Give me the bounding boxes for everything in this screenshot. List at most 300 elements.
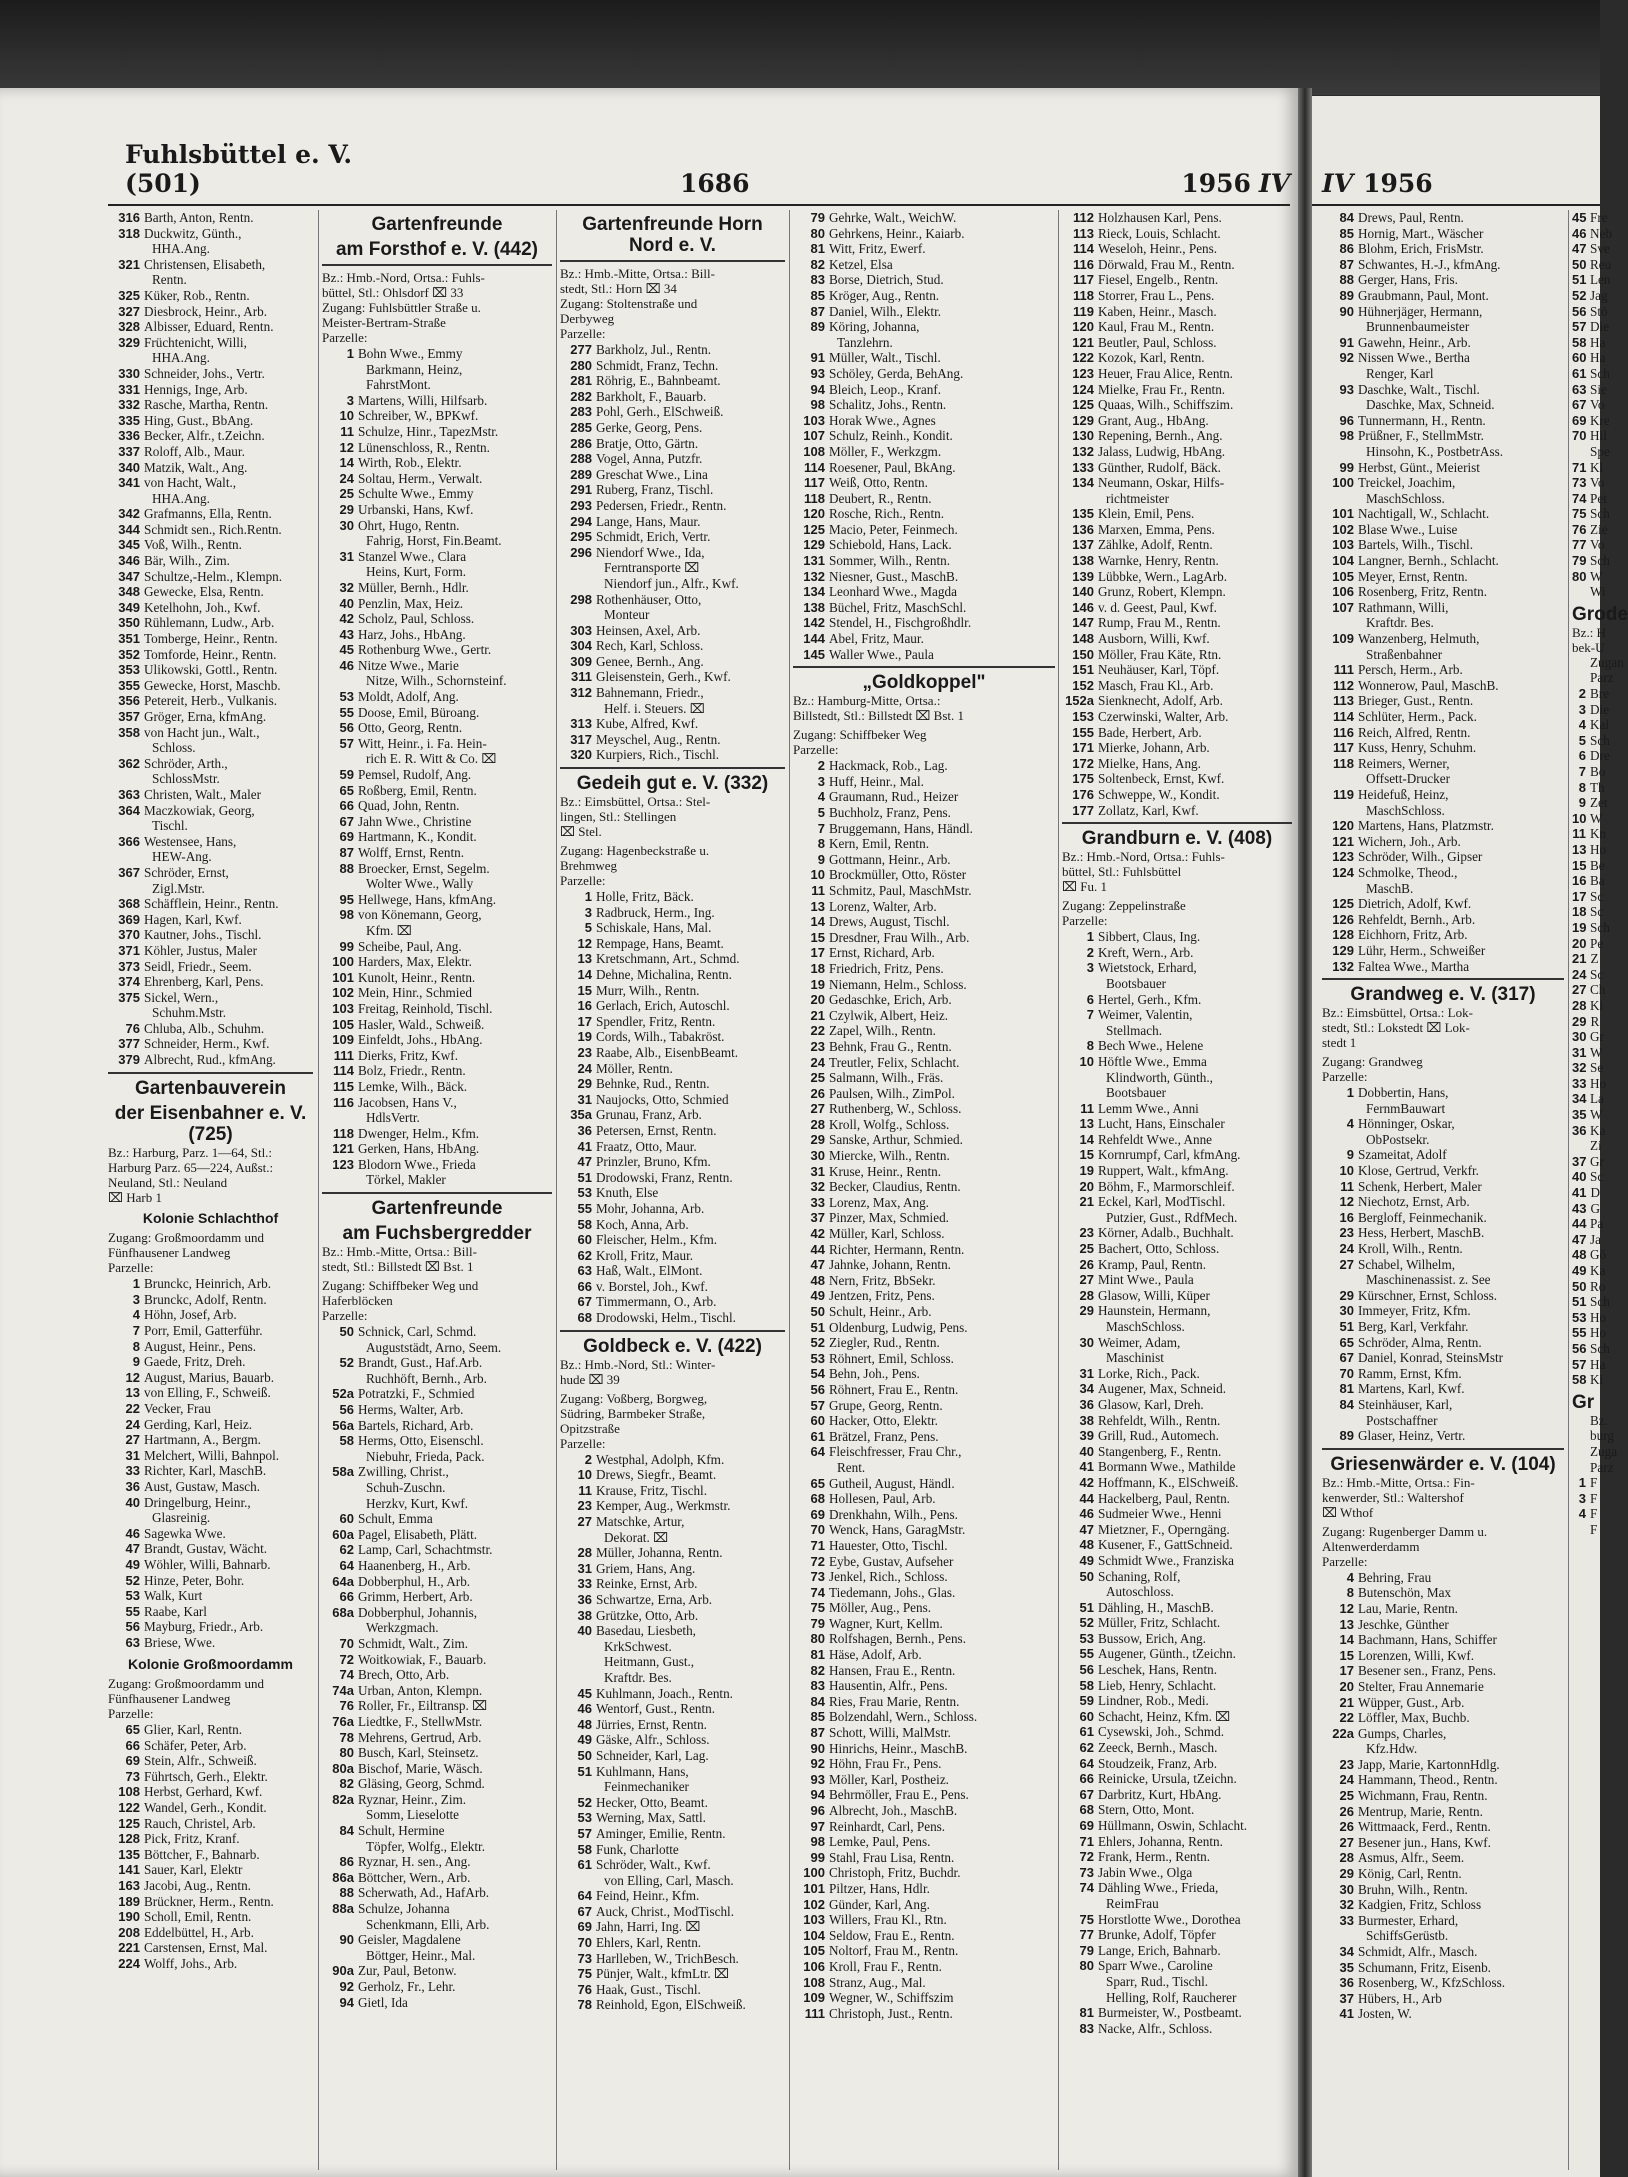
entry-text: Westphal, Adolph, Kfm.: [596, 1451, 725, 1467]
parcel-number: 132: [803, 568, 825, 584]
entry-text: Ausborn, Willi, Kwf.: [1098, 631, 1210, 647]
list-item: [322, 346, 552, 362]
list-item: [1322, 912, 1564, 928]
parcel-number: 119: [1073, 303, 1094, 319]
parcel-label: Parzelle:: [1322, 1069, 1368, 1085]
parcel-number: 295: [570, 529, 592, 545]
entry-text: Urban, Anton, Klempn.: [358, 1682, 483, 1698]
list-item: [793, 319, 1055, 335]
entry-text: August, Marius, Bauarb.: [144, 1369, 275, 1385]
entry-text: Zie: [1590, 521, 1608, 537]
list-item: [1322, 662, 1564, 678]
parcel-number: 9: [132, 1354, 140, 1370]
list-item: [322, 1901, 552, 1917]
entry-text: Schäfer, Peter, Arb.: [144, 1737, 247, 1753]
list-item: [560, 1904, 785, 1920]
entry-text: Harz, Johs., HbAng.: [358, 626, 466, 642]
parcel-number: 103: [803, 1912, 825, 1928]
entry-text: Wolff, Johs., Arb.: [144, 1956, 238, 1971]
parcel-number: 70: [1339, 1365, 1354, 1381]
list-item: [1322, 350, 1564, 366]
parcel-number: 85: [1339, 225, 1354, 241]
parcel-number: 12: [577, 935, 592, 951]
list-item: [1322, 600, 1564, 616]
list-item: [1572, 381, 1607, 398]
list-item: [793, 1288, 1055, 1304]
entry-text: Sch: [1590, 1340, 1610, 1356]
entry-text: Abel, Fritz, Maur.: [829, 631, 924, 647]
list-item: [1322, 288, 1564, 304]
parcel-number: 150: [1072, 646, 1094, 662]
list-item: [1062, 1927, 1292, 1943]
access-info: Südring, Barmbeker Straße,: [560, 1405, 706, 1421]
list-item: [1572, 670, 1614, 686]
entry-text: Persch, Herm., Arb.: [1358, 662, 1463, 678]
parcel-number: 135: [118, 1846, 140, 1862]
parcel-number: 1: [1086, 929, 1094, 945]
section-info: ⌧ Fu. 1: [1062, 879, 1107, 895]
list-item: [560, 1154, 785, 1170]
parcel-number: 45: [1572, 210, 1587, 225]
list-item: [1322, 1085, 1564, 1101]
entry-text: Busch, Karl, Steinsetz.: [358, 1745, 479, 1761]
parcel-number: 92: [1339, 350, 1354, 366]
section-title: der Eisenbahner e. V. (725): [114, 1102, 307, 1145]
list-item: [108, 1401, 313, 1417]
entry-text: Brunckc, Heinrich, Arb.: [144, 1276, 272, 1292]
entry-text: Günder, Karl, Ang.: [829, 1896, 930, 1912]
list-item: [108, 522, 313, 538]
parcel-number: 30: [1339, 1881, 1354, 1897]
parcel-number: 67: [1572, 397, 1587, 413]
entry-text: Schultze,-Helm., Klempn.: [144, 568, 283, 584]
list-item: [560, 1842, 785, 1858]
entry-text: Dehne, Michalina, Rentn.: [596, 967, 732, 982]
entry-text: Kautner, Johs., Tischl.: [144, 927, 262, 943]
list-item: [793, 1538, 1055, 1554]
list-item: [1572, 717, 1610, 733]
list-item: [560, 529, 785, 545]
entry-text: Zählke, Adolf, Rentn.: [1098, 537, 1213, 553]
entry-text: Kaben, Heinr., Masch.: [1098, 303, 1217, 319]
entry-text: Marxen, Emma, Pens.: [1098, 521, 1215, 537]
parcel-label: Parzelle:: [322, 1308, 368, 1324]
entry-text: Stangenberg, F., Rentn.: [1098, 1443, 1222, 1459]
list-item: [1062, 1537, 1292, 1553]
entry-text: Einfeldt, Johs., HbAng.: [358, 1032, 483, 1048]
list-item: [560, 1092, 785, 1108]
entry-text: Kl: [1590, 459, 1604, 475]
entry-text: Bre: [1590, 686, 1610, 702]
entry-text: Genee, Bernh., Ang.: [596, 653, 704, 669]
entry-text: Schröder, Walt., Kwf.: [596, 1857, 711, 1873]
parcel-number: 100: [332, 954, 354, 970]
entry-text: Albrecht, Joh., MaschB.: [829, 1803, 958, 1818]
parcel-number: 83: [810, 272, 825, 288]
list-item: [1572, 1506, 1600, 1522]
list-item: [108, 1909, 313, 1925]
entry-continuation: Nitze, Wilh., Schornsteinf.: [366, 673, 507, 689]
list-item: [108, 709, 313, 725]
list-item: [793, 1101, 1055, 1117]
entry-text: Böttcher, F., Bahnarb.: [144, 1846, 260, 1862]
parcel-number: 51: [577, 1763, 592, 1779]
section-info: Bz.: Eimsbüttel, Ortsa.: Lok-: [1322, 1005, 1473, 1021]
parcel-number: 5: [1578, 732, 1586, 748]
list-item: [1322, 241, 1564, 257]
list-item: [1572, 1153, 1604, 1170]
access-info: Zugang: Großmoordamm und: [108, 1676, 264, 1692]
section-title: „Goldkoppel": [862, 672, 986, 694]
entry-continuation: Niendorf jun., Alfr., Kwf.: [604, 575, 739, 591]
access-info: Fünfhausener Landweg: [108, 1245, 231, 1261]
list-item: [108, 1878, 313, 1894]
list-item: [1322, 834, 1564, 850]
entry-text: Wandel, Gerh., Kondit.: [144, 1800, 267, 1816]
entry-text: Blodorn Wwe., Frieda: [358, 1156, 476, 1172]
entry-continuation: Kfz.Hdw.: [1366, 1741, 1418, 1757]
list-item: [1572, 319, 1610, 335]
list-item: [560, 1185, 785, 1201]
entry-text: Chluba, Alb., Schuhm.: [144, 1020, 265, 1036]
list-item: [1322, 428, 1564, 444]
entry-text: Richter, Karl, MaschB.: [144, 1463, 267, 1479]
entry-text: Lühr, Herm., Schweißer: [1358, 942, 1486, 958]
list-item: [1062, 257, 1292, 273]
column-3: [560, 210, 785, 2170]
colony-title: Kolonie Schlachthof: [142, 1209, 279, 1226]
list-item: [108, 1417, 313, 1433]
list-item: [560, 1139, 785, 1155]
list-item: [1572, 1216, 1604, 1232]
list-item: [1322, 1648, 1564, 1664]
entry-continuation: Töpfer, Wolfg., Elektr.: [366, 1838, 486, 1854]
parcel-number: 34: [1079, 1381, 1094, 1397]
entry-text: Ruthenberg, W., Schloss.: [829, 1101, 962, 1117]
parcel-number: 37: [1572, 1153, 1587, 1169]
parcel-number: 30: [339, 517, 354, 533]
list-item: [1572, 841, 1607, 858]
parcel-number: 80: [1079, 1958, 1094, 1974]
list-item: [322, 658, 552, 674]
list-item: [1062, 771, 1292, 787]
list-item: [793, 1507, 1055, 1523]
list-item: [1572, 397, 1605, 413]
parcel-number: 177: [1072, 802, 1094, 818]
list-item: [1322, 756, 1564, 772]
entry-text: Raabe, Alb., EisenbBeamt.: [596, 1044, 739, 1060]
entry-text: Christensen, Elisabeth,: [144, 256, 266, 272]
list-item: [322, 1079, 552, 1095]
entry-text: Hagen, Karl, Kwf.: [144, 911, 242, 927]
parcel-number: 277: [570, 342, 592, 357]
entry-continuation: Heins, Kurt, Form.: [366, 564, 467, 580]
parcel-number: 190: [118, 1909, 140, 1925]
entry-text: Richter, Hermann, Rentn.: [829, 1241, 965, 1257]
entry-text: Waller Wwe., Paula: [829, 646, 934, 662]
entry-text: Drodowski, Franz, Rentn.: [596, 1169, 733, 1185]
entry-continuation: Renger, Karl: [1366, 365, 1434, 381]
parcel-number: 28: [810, 1116, 825, 1132]
parcel-number: 357: [118, 709, 140, 724]
entry-text: Herbst, Günt., Meierist: [1358, 459, 1480, 475]
list-item: [1062, 1132, 1292, 1148]
entry-text: Möller, Frau Käte, Rtn.: [1098, 646, 1222, 662]
entry-text: Mielke, Frau Fr., Rentn.: [1098, 381, 1226, 397]
parcel-number: 21: [1079, 1194, 1094, 1210]
parcel-number: 124: [1072, 381, 1094, 397]
entry-text: F: [1590, 1521, 1598, 1537]
list-item: [1322, 1772, 1564, 1788]
parcel-number: 109: [332, 1032, 354, 1048]
list-item: [793, 366, 1055, 382]
list-item: [1572, 1522, 1600, 1538]
entry-text: Ka: [1590, 1122, 1606, 1138]
entry-text: Kroll, Fritz, Maur.: [596, 1247, 694, 1263]
section-title: Grode: [1572, 603, 1628, 625]
list-item: [322, 861, 552, 877]
entry-text: Bormann Wwe., Mathilde: [1098, 1459, 1236, 1475]
parcel-number: 24: [577, 1060, 592, 1076]
parcel-number: 14: [810, 914, 825, 930]
parcel-number: 57: [1572, 319, 1587, 335]
list-item: [322, 1527, 552, 1543]
parcel-number: 15: [810, 929, 825, 945]
entry-text: Eckel, Karl, ModTischl.: [1098, 1194, 1226, 1210]
entry-text: Raabe, Karl: [144, 1603, 207, 1619]
list-item: [1062, 382, 1292, 398]
parcel-number: 311: [571, 669, 592, 685]
entry-text: Stoudzeik, Franz, Arb.: [1098, 1755, 1218, 1771]
parcel-number: 74: [1079, 1880, 1094, 1896]
entry-text: Möller, Aug., Pens.: [829, 1600, 932, 1616]
entry-text: Tiedemann, Johs., Glas.: [829, 1584, 956, 1600]
entry-text: Gerding, Karl, Heiz.: [144, 1416, 253, 1432]
list-item: [1062, 366, 1292, 382]
list-item: [1062, 1880, 1292, 1896]
list-item: [1572, 951, 1600, 967]
parcel-number: 340: [118, 459, 140, 475]
entry-text: Christoph, Just., Rentn.: [829, 2005, 953, 2021]
list-item: [1572, 1491, 1600, 1507]
list-item: [108, 1816, 313, 1832]
list-item: [793, 1476, 1055, 1492]
parcel-number: 41: [1079, 1459, 1094, 1475]
list-item: [322, 1792, 552, 1808]
entry-text: Ka: [1590, 1263, 1606, 1278]
entry-text: Schult, Hermine: [358, 1823, 445, 1839]
parcel-number: 58: [577, 1841, 592, 1857]
parcel-number: 113: [1073, 225, 1094, 241]
list-item: [108, 382, 313, 398]
list-item: [108, 1831, 313, 1847]
entry-text: Kröger, Aug., Rentn.: [829, 287, 940, 303]
list-item: [1062, 1163, 1292, 1179]
list-item: [108, 413, 313, 429]
book-gutter: [1298, 88, 1312, 2177]
parcel-number: 2: [1086, 944, 1094, 960]
list-item: [1572, 1356, 1606, 1373]
entry-text: Meyer, Ernst, Rentn.: [1358, 568, 1468, 584]
entry-text: Martens, Karl, Kwf.: [1358, 1381, 1465, 1397]
list-item: [108, 647, 313, 663]
entry-text: Neb: [1590, 225, 1612, 241]
entry-text: Wanzenberg, Helmuth,: [1358, 631, 1480, 647]
list-item: [1322, 1288, 1564, 1304]
entry-text: v. Borstel, Joh., Kwf.: [596, 1278, 708, 1294]
parcel-number: 153: [1072, 709, 1094, 724]
entry-text: Maczkowiak, Georg,: [144, 802, 255, 818]
list-item: [1572, 1138, 1600, 1154]
list-item: [560, 1514, 785, 1530]
entry-text: Wolff, Ernst, Rentn.: [358, 845, 465, 860]
entry-text: Bartels, Wilh., Tischl.: [1358, 537, 1473, 553]
parcel-number: 281: [570, 373, 592, 389]
entry-continuation: Helling, Rolf, Raucherer: [1106, 1989, 1237, 2005]
entry-text: Vo: [1590, 397, 1605, 413]
parcel-number: 55: [1572, 1325, 1587, 1341]
entry-text: Prüßner, F., StellmMstr.: [1358, 428, 1484, 444]
entry-text: Kunolt, Heinr., Rentn.: [358, 969, 476, 985]
list-item: [322, 596, 552, 612]
list-item: [1322, 2006, 1564, 2022]
list-item: [560, 1686, 785, 1702]
entry-text: Ohrt, Hugo, Rentn.: [358, 517, 460, 533]
entry-text: Herms, Otto, Eisenschl.: [358, 1433, 484, 1449]
parcel-number: 5: [584, 920, 592, 936]
parcel-number: 79: [810, 210, 825, 225]
parcel-number: 377: [118, 1036, 140, 1052]
list-item: [1062, 304, 1292, 320]
parcel-number: 304: [570, 638, 592, 654]
list-item: [560, 1170, 785, 1186]
list-item: [108, 553, 313, 569]
parcel-label: Parzelle:: [1062, 913, 1108, 929]
entry-text: Hausentin, Alfr., Pens.: [829, 1678, 948, 1694]
parcel-number: 81: [810, 241, 825, 257]
list-item: [322, 705, 552, 721]
list-item: [1062, 1288, 1292, 1304]
parcel-number: 38: [577, 1607, 592, 1623]
entry-continuation: Schuh-Zuschn.: [366, 1480, 446, 1495]
entry-text: Rosche, Rich., Rentn.: [829, 506, 945, 522]
parcel-number: 289: [570, 466, 592, 482]
entry-text: Schiebold, Hans, Lack.: [829, 537, 952, 553]
parcel-number: 103: [1332, 537, 1354, 553]
entry-text: Höhn, Josef, Arb.: [144, 1307, 237, 1323]
parcel-number: 6: [1086, 991, 1094, 1007]
parcel-number: 148: [1072, 631, 1094, 647]
list-item: [1062, 1771, 1292, 1787]
parcel-number: 55: [577, 1200, 592, 1216]
entry-text: Prinzler, Bruno, Kfm.: [596, 1154, 711, 1170]
parcel-number: 31: [577, 1560, 592, 1576]
list-item: [1572, 935, 1604, 952]
parcel-number: 51: [1572, 1294, 1587, 1310]
entry-continuation: Maschinenassist. z. See: [1366, 1272, 1491, 1288]
entry-text: Schmidt, Alfr., Masch.: [1358, 1944, 1478, 1959]
list-item: [1062, 647, 1292, 663]
list-item: [1322, 506, 1564, 522]
parcel-number: 294: [570, 513, 592, 529]
list-item: [108, 1925, 313, 1941]
list-item: [1062, 569, 1292, 585]
parcel-number: 25: [339, 486, 354, 502]
list-item: [793, 413, 1055, 429]
entry-text: Ehlers, Johanna, Rentn.: [1098, 1833, 1223, 1849]
parcel-number: 86a: [332, 1869, 354, 1885]
section-info: bek-U: [1572, 639, 1605, 655]
entry-text: Höftle Wwe., Emma: [1098, 1053, 1207, 1069]
parcel-number: 29: [810, 1132, 825, 1148]
parcel-number: 7: [1578, 764, 1586, 779]
entry-text: Reimers, Werner,: [1358, 755, 1450, 771]
entry-text: Holle, Fritz, Bäck.: [596, 889, 694, 905]
parcel-number: 101: [803, 1880, 825, 1896]
entry-text: Mielke, Hans, Ang.: [1098, 755, 1201, 771]
parcel-number: 46: [125, 1525, 140, 1541]
parcel-number: 114: [1073, 241, 1094, 257]
parcel-number: 71: [810, 1537, 825, 1553]
list-item: [322, 1745, 552, 1761]
parcel-number: 108: [803, 443, 825, 459]
list-item: [1062, 1225, 1292, 1241]
entry-text: Weseloh, Heinr., Pens.: [1098, 241, 1218, 257]
list-item: [793, 1039, 1055, 1055]
parcel-number: 27: [1339, 1834, 1354, 1850]
parcel-number: 122: [1072, 350, 1094, 366]
parcel-number: 45: [577, 1685, 592, 1701]
entry-text: Grupe, Georg, Rentn.: [829, 1397, 943, 1413]
list-item: [1062, 1740, 1292, 1756]
entry-text: Klose, Gertrud, Verkfr.: [1358, 1163, 1479, 1179]
entry-text: Drodowski, Helm., Tischl.: [596, 1310, 736, 1326]
list-item: [560, 1279, 785, 1295]
list-item: [793, 1086, 1055, 1102]
list-item: [1062, 1693, 1292, 1709]
parcel-number: 123: [332, 1156, 354, 1172]
parcel-number: 60: [810, 1413, 825, 1429]
entry-text: Brunke, Adolf, Töpfer: [1098, 1927, 1216, 1943]
entry-text: Brandt, Gustav, Wächt.: [144, 1541, 268, 1557]
list-item: [1062, 1335, 1292, 1351]
entry-continuation: Maschinist: [1106, 1350, 1164, 1366]
parcel-number: 38: [1079, 1412, 1094, 1428]
parcel-number: 111: [804, 2005, 825, 2021]
list-item: [1322, 1601, 1564, 1617]
entry-text: Dörwald, Frau M., Rentn.: [1098, 256, 1235, 272]
parcel-number: 44: [1572, 1216, 1587, 1232]
parcel-number: 65: [1339, 1334, 1354, 1350]
entry-text: Lünenschloss, R., Rentn.: [358, 439, 490, 455]
parcel-number: 23: [810, 1038, 825, 1054]
parcel-number: 27: [125, 1432, 140, 1448]
list-item: [1062, 1678, 1292, 1694]
entry-text: Dringelburg, Heinr.,: [144, 1494, 251, 1510]
entry-text: Basedau, Liesbeth,: [596, 1623, 696, 1639]
list-item: [793, 537, 1055, 553]
parcel-number: 76: [577, 1981, 592, 1997]
list-item: [1322, 1866, 1564, 1882]
parcel-number: 20: [1079, 1178, 1094, 1194]
entry-text: Woitkowiak, F., Bauarb.: [358, 1651, 487, 1667]
parcel-number: 35: [1572, 1107, 1587, 1123]
parcel-number: 32: [1572, 1060, 1587, 1076]
left-running-title: [125, 140, 425, 198]
parcel-number: 4: [1578, 717, 1586, 733]
list-item: [322, 689, 552, 705]
parcel-number: 316: [118, 210, 140, 225]
